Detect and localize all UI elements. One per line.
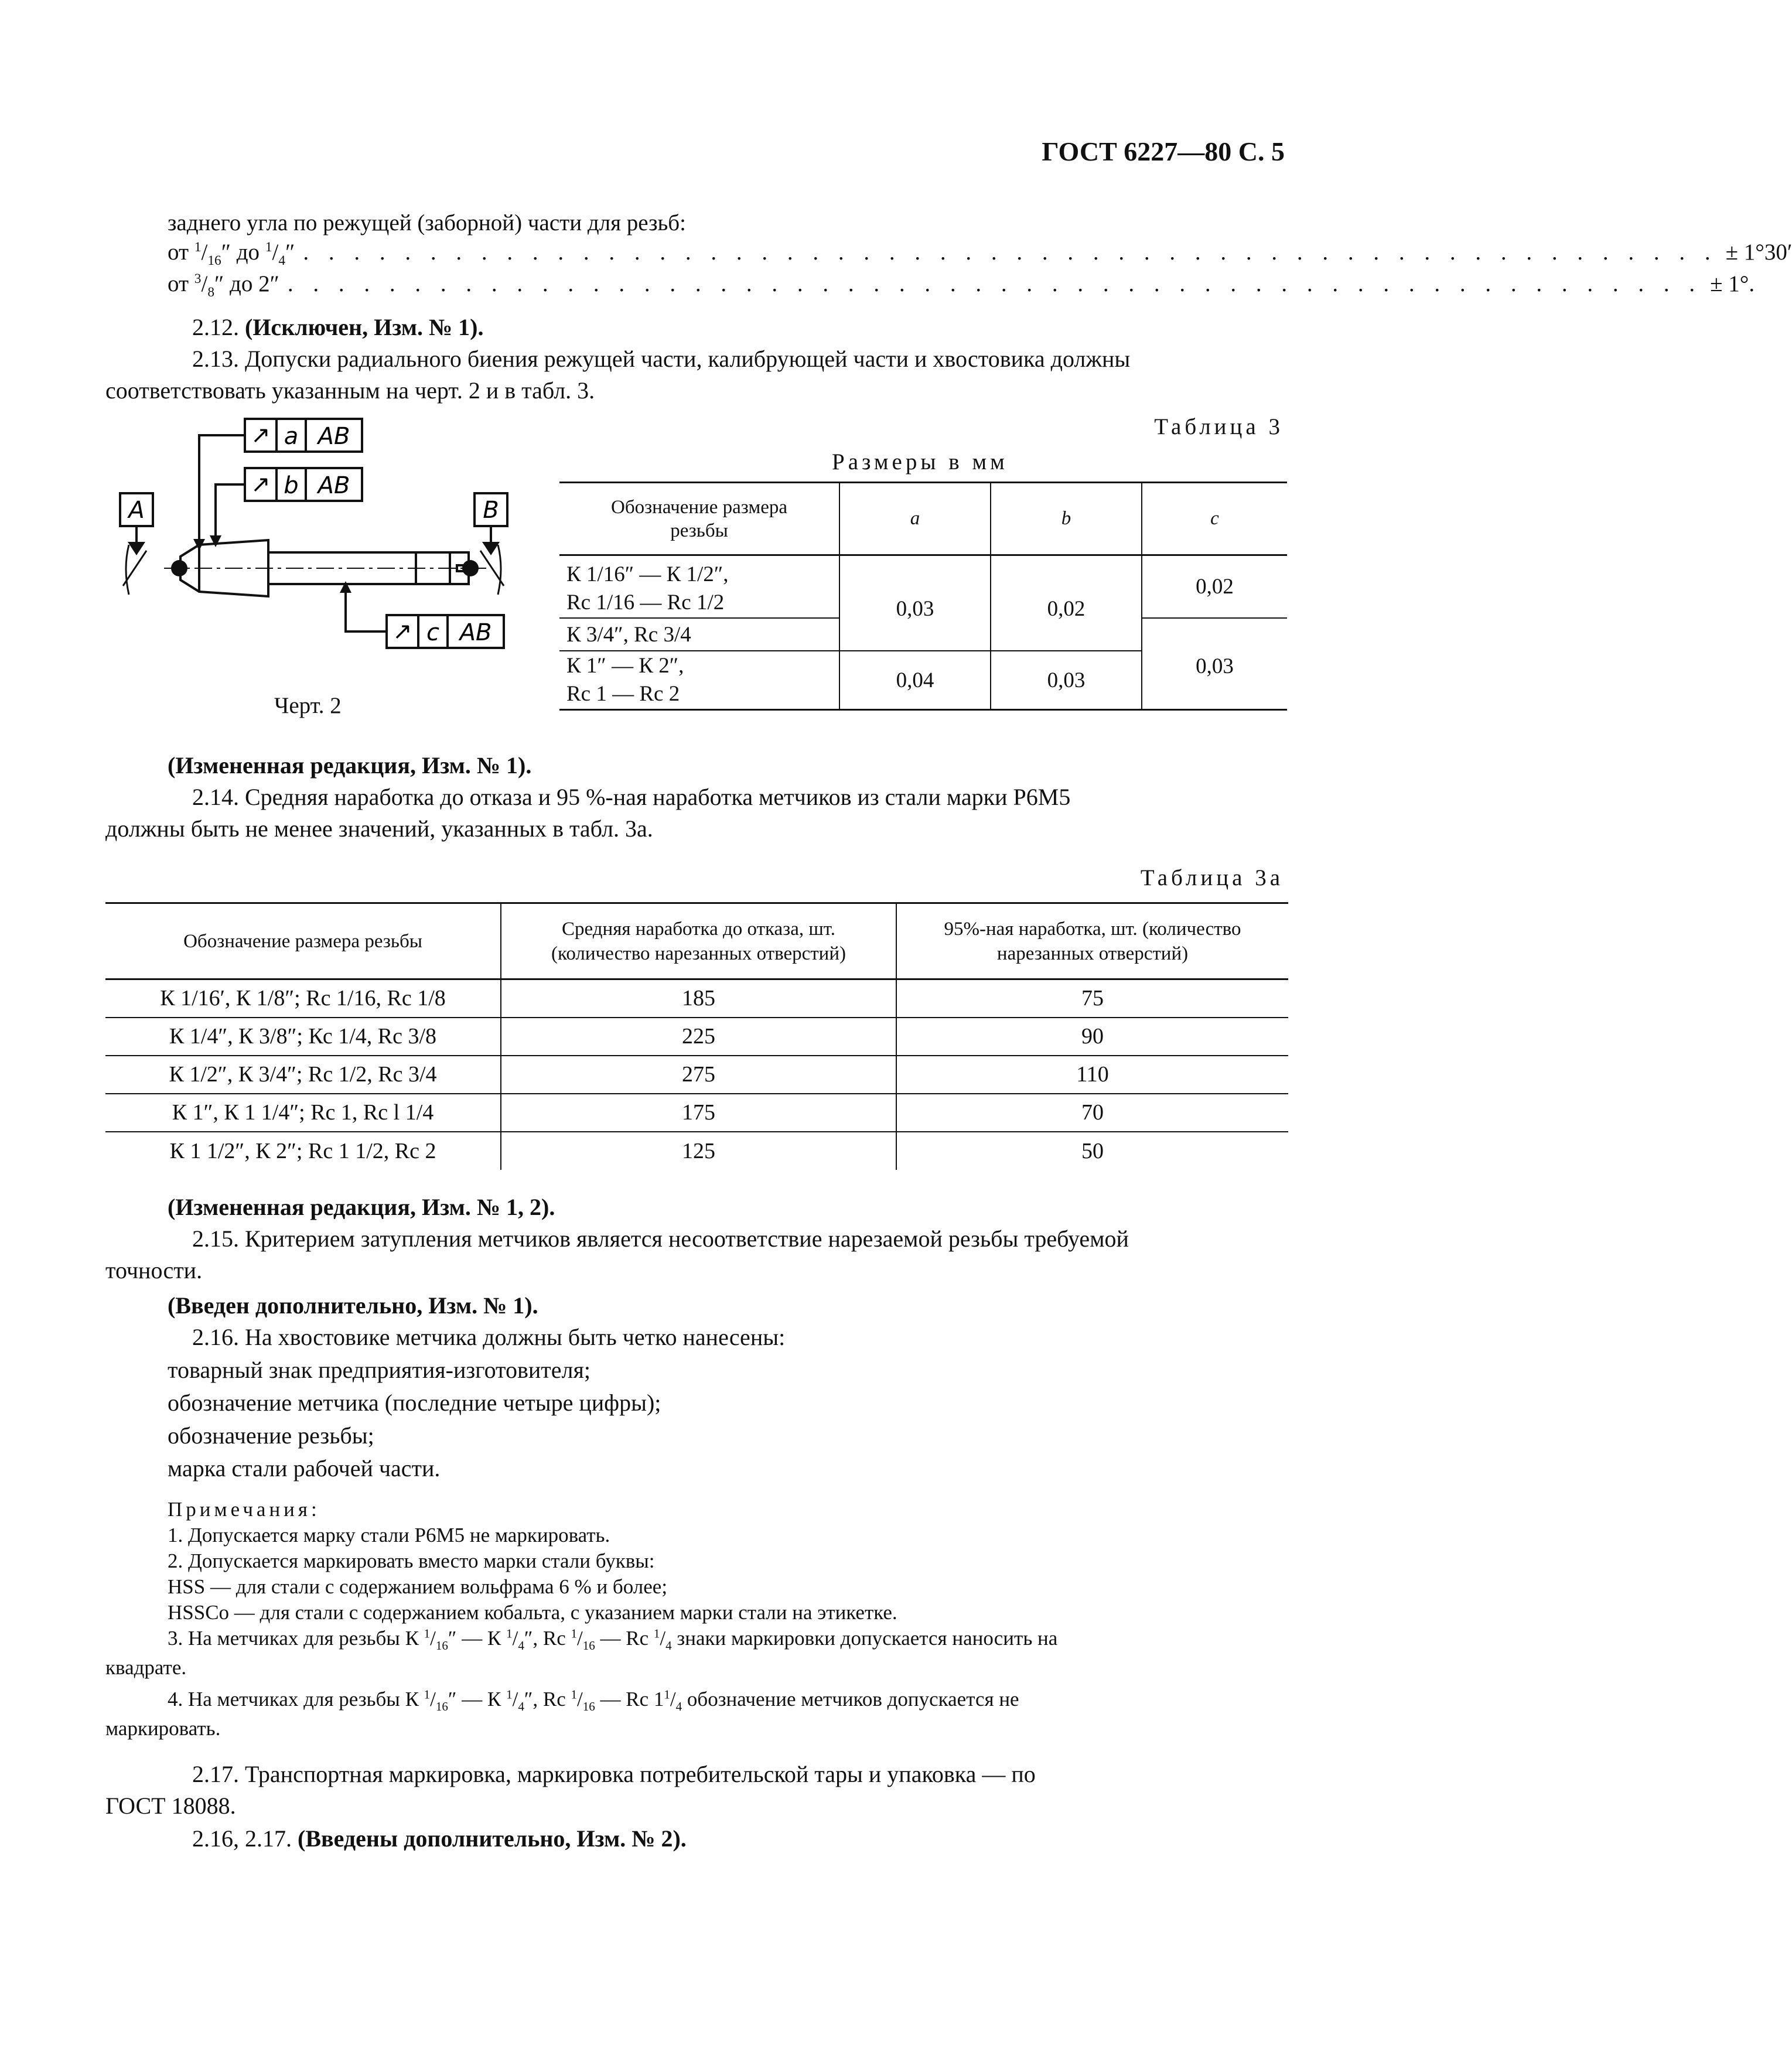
paragraph-2-13-line-2: соответствовать указанным на черт. 2 и в табл. 3. [105, 377, 595, 404]
table-row [559, 483, 1287, 555]
amendment-note: (Измененная редакция, Изм. № 1). [168, 752, 532, 779]
table-cell: 275 [501, 1056, 896, 1094]
paragraph-number: 2.12. [192, 314, 245, 340]
paragraph-2-17-line-2: ГОСТ 18088. [105, 1793, 236, 1819]
table-cell: 185 [501, 979, 896, 1018]
table-row [105, 1018, 1288, 1056]
frame-b-value: b [284, 472, 299, 499]
frame-b-symbol: ↗ [251, 471, 271, 498]
intro-row-1-label: от $^1/_{16}''$ до $^1/_4''$ [168, 240, 295, 268]
datum-b-label: B [483, 497, 499, 524]
table-cell: 70 [1081, 1100, 1104, 1125]
table-cell: 90 [1081, 1024, 1104, 1049]
table-header-cell: b [991, 483, 1142, 555]
cell-line: Rc 1 — Rc 2 [566, 682, 680, 706]
amendment-note: (Введен дополнительно, Изм. № 1). [168, 1292, 538, 1319]
paragraph-2-16-line-1: 2.16. На хвостовике метчика должны быть четко нанесены: [192, 1324, 786, 1350]
paragraph-2-12 [192, 310, 483, 344]
amendment-note: (Введены дополнительно, Изм. № 2). [298, 1825, 687, 1852]
table-row [105, 979, 1288, 1018]
table-cell: 75 [1081, 986, 1104, 1011]
drawing-caption: Черт. 2 [274, 693, 342, 718]
table-header-cell: a [839, 483, 991, 555]
table-cell: 0,04 [839, 651, 991, 710]
paragraph-2-15-line-2: точности. [105, 1257, 203, 1283]
table-3 [559, 482, 1287, 711]
intro-row-2 [168, 267, 1755, 301]
table-row [105, 1056, 1288, 1094]
table-row [105, 903, 1288, 979]
header-line: нарезанных отверстий) [996, 943, 1189, 964]
table-header-cell [501, 903, 896, 979]
table-row [559, 555, 1287, 619]
frame-a-symbol: ↗ [251, 422, 271, 449]
header-line: (количество нарезанных отверстий) [551, 943, 846, 964]
frame-c-value: c [426, 619, 439, 646]
table-cell: 0,03 [1142, 618, 1287, 710]
header-line: 95%-ная наработка, шт. (количество [944, 918, 1241, 940]
table-cell [559, 555, 839, 619]
intro-row-2-label: от $^3/_8''$ до 2″ [168, 271, 279, 300]
frame-b-datum: AB [318, 472, 350, 499]
note-2: 2. Допускается маркировать вместо марки стали буквы: [168, 1549, 655, 1572]
table-3a [105, 902, 1288, 1170]
datum-a-label: A [128, 497, 145, 524]
table-header-cell [896, 903, 1288, 979]
table-3a-title: Таблица 3а [1140, 865, 1284, 890]
frame-a-value: a [284, 423, 299, 450]
note-4: 4. На метчиках для резьбы К $^1/_{16}''$ — К $^1/_4''$, Rc $^1/_{16}$ — Rc $1^1/_4$ обозначение метчиков допускается не [168, 1687, 1019, 1713]
list-item: марка стали рабочей части. [168, 1455, 441, 1481]
cell-line: К 1/16″ — К 1/2″, [566, 562, 729, 586]
list-item: обозначение резьбы; [168, 1422, 374, 1449]
table-cell: К 1/2″, К 3/4″; Rc 1/2, Rc 3/4 [105, 1056, 501, 1094]
table-row [105, 1094, 1288, 1132]
leader-dots: . . . . . . . . . . . . . . . . . . . . . . . . . . . . . . . . . . . . . . . . . . . . . . . . . . . . . . . . [303, 240, 1718, 265]
table-header-cell: c [1210, 508, 1219, 529]
notes-title: Примечания: [168, 1498, 320, 1521]
tap-drawing [111, 410, 521, 715]
table-cell: 0,03 [991, 651, 1142, 710]
table-3-subtitle: Размеры в мм [832, 449, 1008, 475]
note-3: 3. На метчиках для резьбы К $^1/_{16}''$ — К $^1/_4''$, Rc $^1/_{16}$ — Rc $^1/_4$ знаки маркировки допускается наносить на [168, 1626, 1058, 1653]
paragraph-2-17-line-1: 2.17. Транспортная маркировка, маркировка потребительской тары и упаковка — по [192, 1761, 1036, 1787]
table-cell: 110 [1076, 1062, 1109, 1087]
paragraph-2-14-line-2: должны быть не менее значений, указанных в табл. 3а. [105, 815, 653, 842]
frame-c-symbol: ↗ [392, 618, 412, 645]
frame-c-datum: AB [459, 619, 492, 646]
table-cell: К 1/16′, К 1/8″; Rc 1/16, Rc 1/8 [105, 979, 501, 1018]
cell-line: К 1″ — К 2″, [566, 654, 684, 678]
table-cell: 0,02 [1142, 555, 1287, 619]
page-header: ГОСТ 6227—80 С. 5 [1042, 136, 1285, 166]
table-cell: 175 [501, 1094, 896, 1132]
intro-row-1 [168, 235, 1792, 269]
table-cell: К 1 1/2″, К 2″; Rc 1 1/2, Rc 2 [105, 1132, 501, 1170]
table-cell [559, 651, 839, 710]
paragraph-2-14-line-1: 2.14. Средняя наработка до отказа и 95 %-ная наработка метчиков из стали марки Р6М5 [192, 784, 1071, 810]
frame-a-datum: AB [318, 423, 350, 450]
table-cell: 225 [501, 1018, 896, 1056]
note-2-hssco: HSSCo — для стали с содержанием кобальта, с указанием марки стали на этикетке. [168, 1601, 897, 1624]
intro-row-2-value: ± 1°. [1710, 271, 1755, 296]
paragraph-2-16-2-17 [192, 1822, 687, 1856]
paragraph-2-13-line-1: 2.13. Допуски радиального биения режущей части, калибрующей части и хвостовика должны [192, 346, 1131, 372]
table-row [105, 1132, 1288, 1170]
leader-dots: . . . . . . . . . . . . . . . . . . . . . . . . . . . . . . . . . . . . . . . . . . . . . . . . . . . . . . . . [287, 271, 1702, 296]
note-2-hss: HSS — для стали с содержанием вольфрама 6 % и более; [168, 1575, 668, 1598]
header-line: Средняя наработка до отказа, шт. [562, 918, 835, 940]
list-item: обозначение метчика (последние четыре цифры); [168, 1390, 661, 1416]
paragraph-2-15-line-1: 2.15. Критерием затупления метчиков является несоответствие нарезаемой резьбы требуемой [192, 1226, 1129, 1252]
note-3-line-2: квадрате. [105, 1656, 187, 1679]
table-cell: 50 [1081, 1138, 1104, 1163]
table-3-title: Таблица 3 [1154, 414, 1284, 439]
paragraph-number: 2.16, 2.17. [192, 1825, 298, 1852]
table-cell: 125 [501, 1132, 896, 1170]
cell-line: Rc 1/16 — Rc 1/2 [566, 590, 725, 615]
list-item: товарный знак предприятия-изготовителя; [168, 1357, 590, 1383]
table-cell: К 3/4″, Rc 3/4 [559, 618, 839, 651]
amendment-note: (Измененная редакция, Изм. № 1, 2). [168, 1194, 555, 1220]
table-cell: К 1/4″, К 3/8″; Кс 1/4, Rc 3/8 [105, 1018, 501, 1056]
intro-line: заднего угла по режущей (заборной) части для резьб: [168, 210, 686, 235]
table-cell: 0,02 [991, 555, 1142, 651]
table-cell: К 1″, К 1 1/4″; Rc 1, Rc l 1/4 [105, 1094, 501, 1132]
table-cell: 0,03 [839, 555, 991, 651]
intro-row-1-value: ± 1°30′ [1725, 240, 1792, 265]
note-4-line-2: маркировать. [105, 1717, 221, 1740]
table-header-cell: Обозначение размера резьбы [105, 903, 501, 979]
table-header-cell: Обозначение размера резьбы [559, 483, 839, 555]
amendment-note: (Исключен, Изм. № 1). [245, 314, 484, 340]
note-1: 1. Допускается марку стали Р6М5 не маркировать. [168, 1524, 610, 1547]
